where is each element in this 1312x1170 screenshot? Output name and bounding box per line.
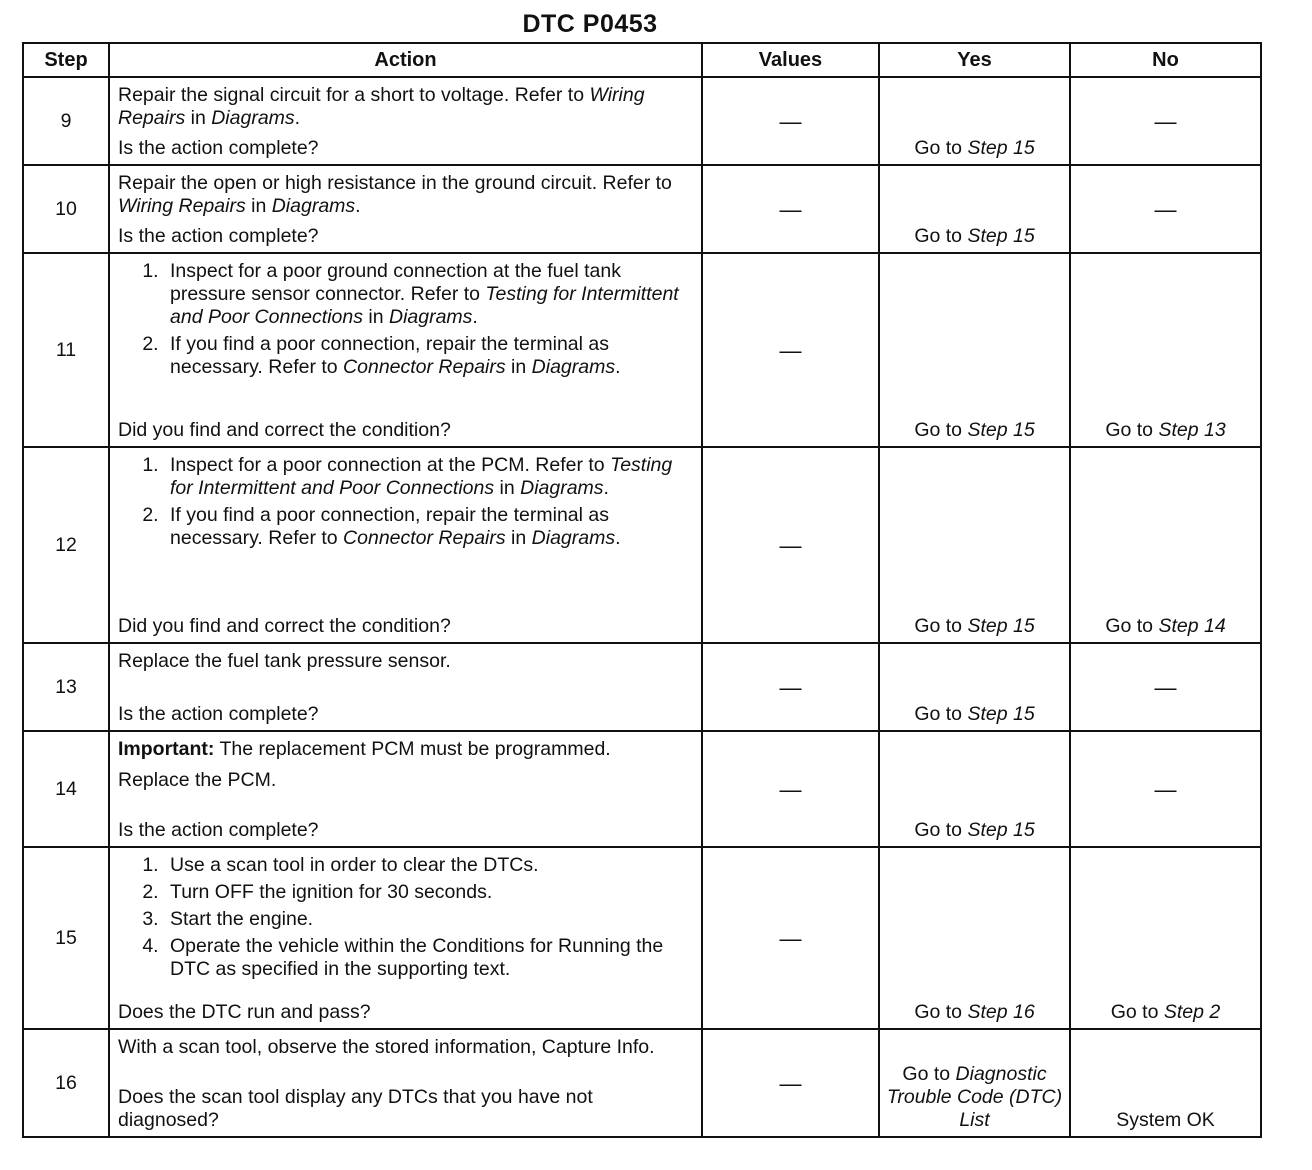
table-row — [23, 253, 1261, 447]
step-number: 12 — [23, 447, 109, 643]
action-cell — [109, 847, 702, 1029]
list-item: 1. Use a scan tool in order to clear the DTCs. — [164, 854, 693, 877]
step-number: 10 — [23, 165, 109, 253]
no-cell: Go to Step 14 — [1070, 447, 1261, 643]
page-title: DTC P0453 — [522, 10, 658, 38]
no-cell: — — [1070, 731, 1261, 847]
list-item: 4. Operate the vehicle within the Conditions for Running the DTC as specified in the supporting text. — [164, 935, 693, 981]
values-cell: — — [702, 77, 879, 165]
table-row — [23, 731, 1261, 847]
question: Does the scan tool display any DTCs that you have not diagnosed? — [118, 1086, 593, 1131]
question: Did you find and correct the condition? — [118, 615, 451, 637]
no-cell: Go to Step 13 — [1070, 253, 1261, 447]
yes-cell: Go to Step 15 — [879, 643, 1070, 731]
action-cell: Repair the open or high resistance in the ground circuit. Refer to Wiring Repairs in Diagrams. Is the action complete? — [109, 165, 702, 253]
table-row — [23, 165, 1261, 253]
step-number: 16 — [23, 1029, 109, 1137]
header-values: Values — [702, 43, 879, 77]
step-number: 14 — [23, 731, 109, 847]
list-item: 2. If you find a poor connection, repair the terminal as necessary. Refer to Connector Repairs in Diagrams. — [164, 333, 693, 379]
values-cell: — — [702, 447, 879, 643]
action-cell: With a scan tool, observe the stored information, Capture Info. Does the scan tool display any DTCs that you have not diagnosed? — [109, 1029, 702, 1137]
table-row — [23, 1029, 1261, 1137]
no-cell: — — [1070, 165, 1261, 253]
values-cell: — — [702, 1029, 879, 1137]
important-label: Important: — [118, 738, 215, 760]
question: Is the action complete? — [118, 703, 319, 725]
no-cell: Go to Step 2 — [1070, 847, 1261, 1029]
step-number: 9 — [23, 77, 109, 165]
yes-cell: Go to Step 15 — [879, 165, 1070, 253]
yes-cell: Go to Step 15 — [879, 253, 1070, 447]
table-row — [23, 847, 1261, 1029]
action-cell — [109, 253, 702, 447]
question: Is the action complete? — [118, 137, 319, 159]
no-cell: — — [1070, 643, 1261, 731]
values-cell: — — [702, 731, 879, 847]
values-cell: — — [702, 847, 879, 1029]
list-item: 2. If you find a poor connection, repair the terminal as necessary. Refer to Connector Repairs in Diagrams. — [164, 504, 693, 550]
no-cell: — — [1070, 77, 1261, 165]
values-cell: — — [702, 165, 879, 253]
question: Does the DTC run and pass? — [118, 1001, 371, 1023]
table-row — [23, 643, 1261, 731]
yes-cell: Go to Step 16 — [879, 847, 1070, 1029]
header-yes: Yes — [879, 43, 1070, 77]
values-cell: — — [702, 253, 879, 447]
values-cell: — — [702, 643, 879, 731]
no-cell: System OK — [1070, 1029, 1261, 1137]
header-no: No — [1070, 43, 1261, 77]
header-row — [23, 43, 1261, 77]
list-item: 2. Turn OFF the ignition for 30 seconds. — [164, 881, 693, 904]
yes-cell: Go to Step 15 — [879, 731, 1070, 847]
yes-cell: Go to Step 15 — [879, 447, 1070, 643]
table-row — [23, 77, 1261, 165]
action-cell: Important: The replacement PCM must be programmed. Replace the PCM. Is the action complete? — [109, 731, 702, 847]
header-step: Step — [23, 43, 109, 77]
question: Did you find and correct the condition? — [118, 419, 451, 441]
step-number: 15 — [23, 847, 109, 1029]
action-cell: Repair the signal circuit for a short to voltage. Refer to Wiring Repairs in Diagrams. Is the action complete? — [109, 77, 702, 165]
yes-cell: Go to Diagnostic Trouble Code (DTC) List — [879, 1029, 1070, 1137]
step-number: 13 — [23, 643, 109, 731]
yes-cell: Go to Step 15 — [879, 77, 1070, 165]
diagnostic-table — [22, 42, 1262, 1138]
action-cell — [109, 447, 702, 643]
list-item: 1. Inspect for a poor connection at the PCM. Refer to Testing for Intermittent and Poor Connections in Diagrams. — [164, 454, 693, 500]
question: Is the action complete? — [118, 819, 319, 841]
header-action: Action — [109, 43, 702, 77]
step-number: 11 — [23, 253, 109, 447]
question: Is the action complete? — [118, 225, 319, 247]
list-item: 1. Inspect for a poor ground connection at the fuel tank pressure sensor connector. Refer to Testing for Intermittent and Poor Connections in Diagrams. — [164, 260, 693, 329]
table-row — [23, 447, 1261, 643]
list-item: 3. Start the engine. — [164, 908, 693, 931]
action-cell: Replace the fuel tank pressure sensor. Is the action complete? — [109, 643, 702, 731]
